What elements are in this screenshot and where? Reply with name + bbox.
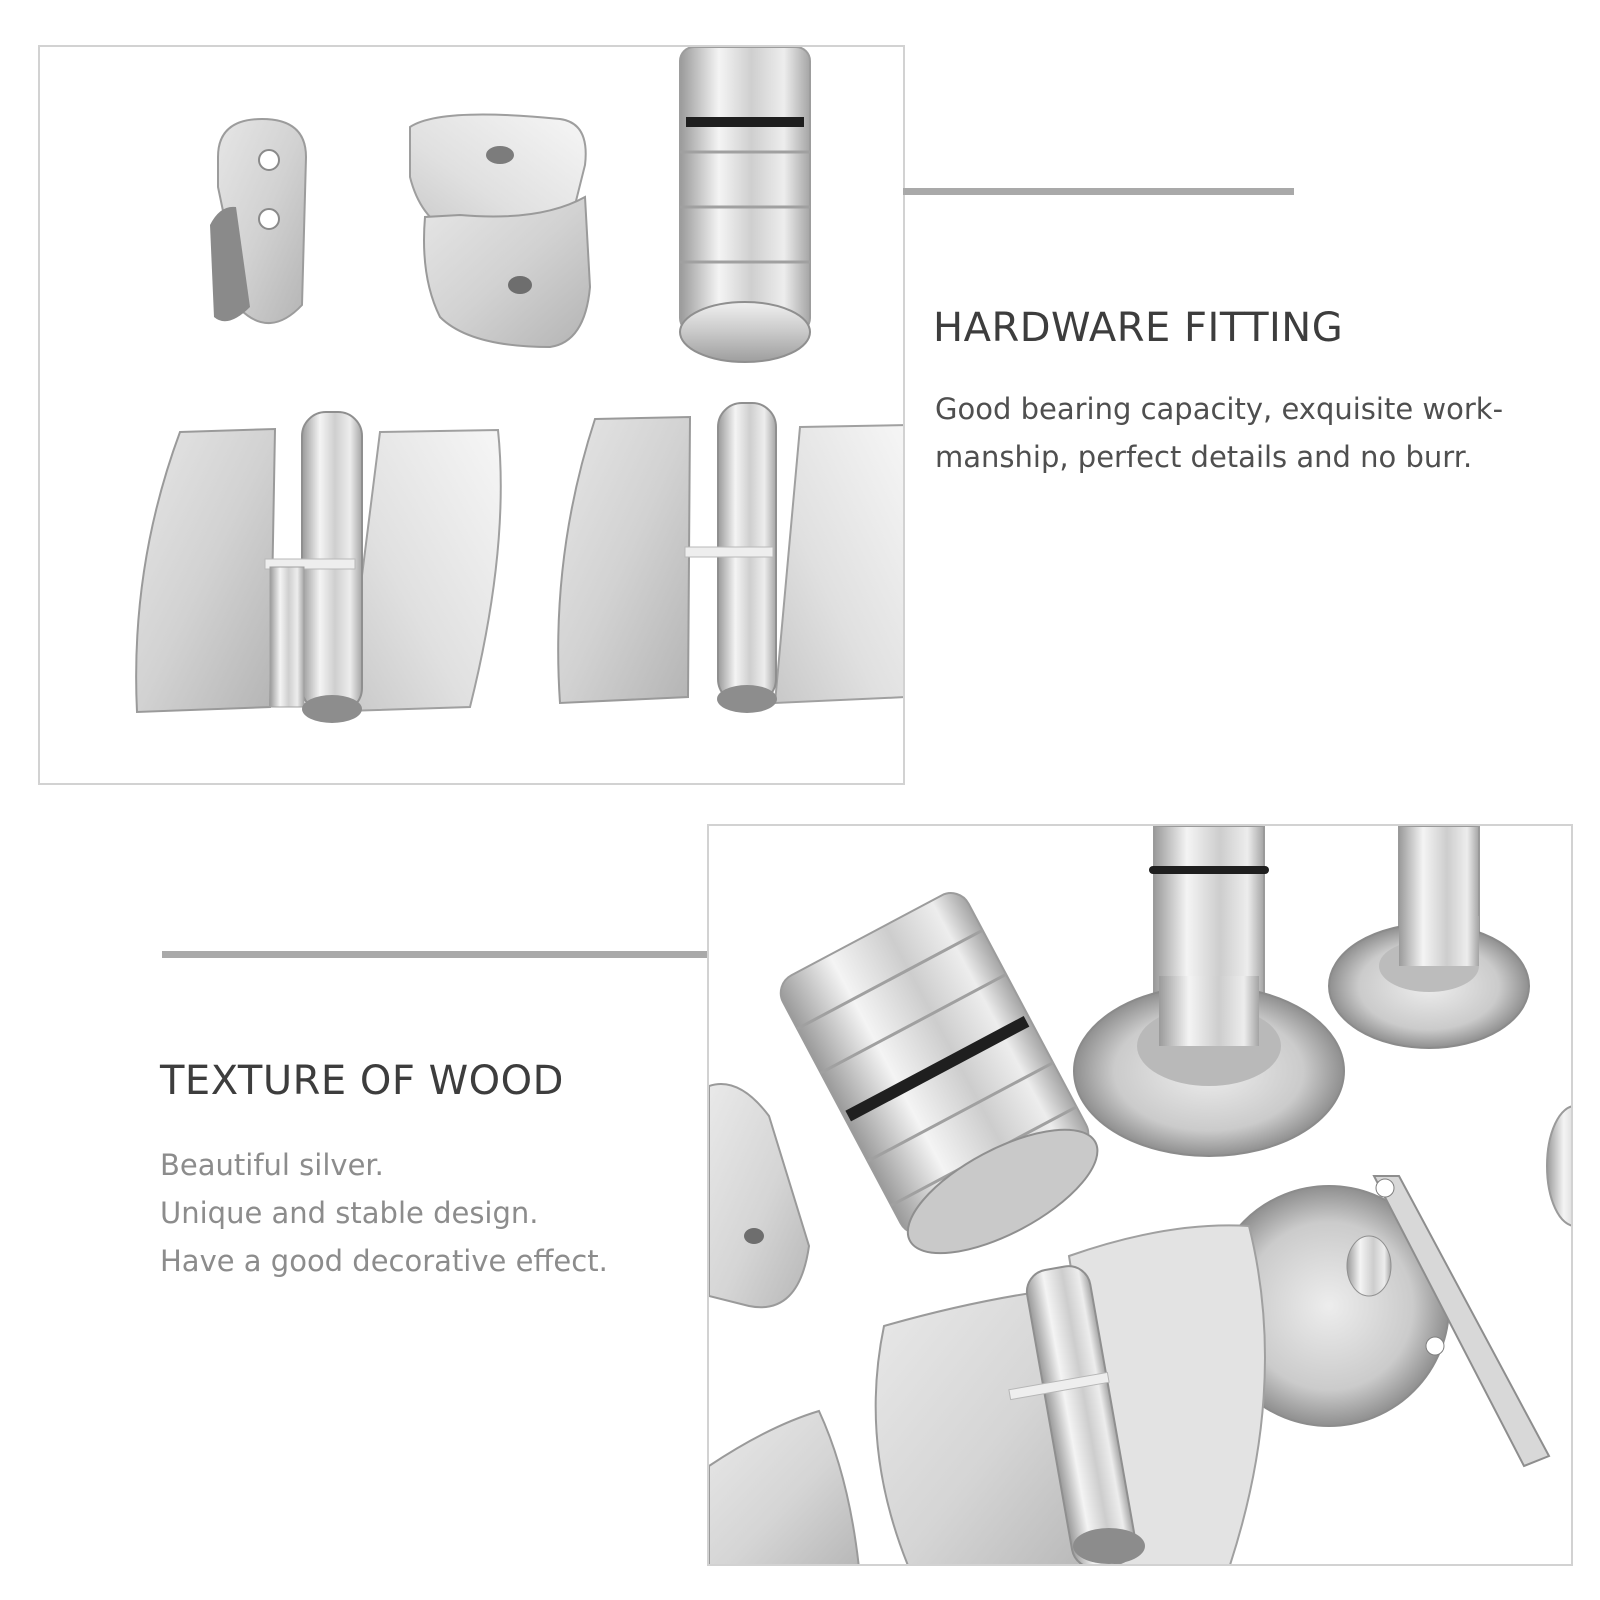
angle-bracket [709,1084,809,1307]
angle-bracket [410,115,590,348]
hardware-illustration-top [40,47,905,785]
description-line: Have a good decorative effect. [160,1244,608,1278]
knob-partial [1547,1106,1573,1226]
divider-rule-bottom [162,951,707,958]
hinge-partial [709,1411,859,1566]
hardware-illustration-bottom [709,826,1573,1566]
cylinder-knob [774,886,1115,1278]
hinge-left [136,412,501,723]
section-heading-hardware: HARDWARE FITTING [933,305,1344,351]
description-line: Unique and stable design. [160,1196,539,1230]
support-leg [1329,826,1529,1048]
cylinder-knob [680,47,810,362]
section-description-hardware [935,385,1575,481]
support-leg [1074,826,1344,1156]
product-photo-bottom [707,824,1573,1566]
description-line: Good bearing capacity, exquisite work- [935,392,1504,426]
divider-rule-top [903,188,1294,195]
coat-hook [210,119,306,323]
hinge-right [558,403,905,713]
description-line: manship, perfect details and no burr. [935,440,1473,474]
hinge [876,1225,1265,1566]
section-description-texture [160,1141,608,1285]
section-heading-texture: TEXTURE OF WOOD [160,1058,564,1104]
product-photo-top [38,45,905,785]
description-line: Beautiful silver. [160,1148,384,1182]
